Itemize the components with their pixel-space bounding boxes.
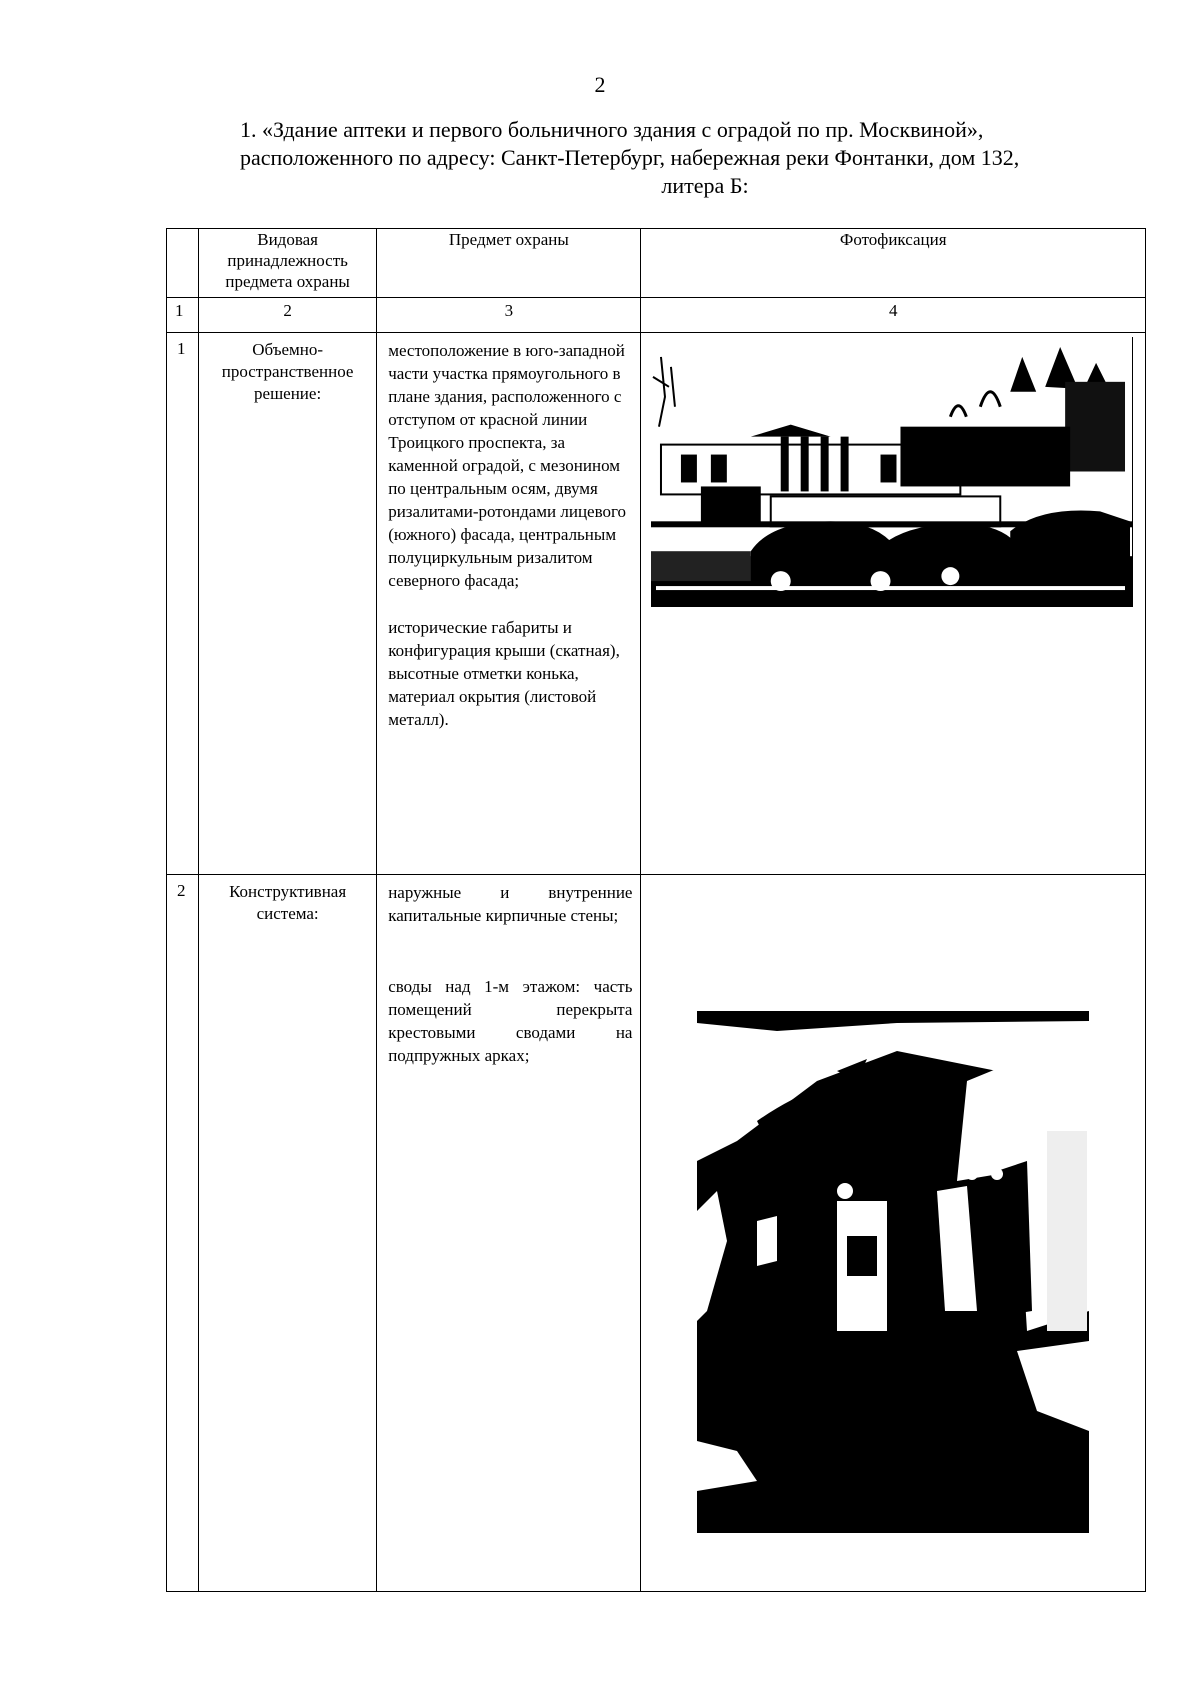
subject-paragraph: своды над 1-м этажом: часть помещений перекрыта крестовыми сводами на подпружных арках; xyxy=(388,977,633,1065)
row-subject xyxy=(377,333,641,875)
row-photo xyxy=(641,333,1146,875)
heading-line-1: 1. «Здание аптеки и первого больничного здания с оградой по пр. Москвиной», xyxy=(240,117,984,142)
row-kind: Конструктивная система: xyxy=(199,875,377,1592)
table-row xyxy=(167,875,1146,1592)
row-photo xyxy=(641,875,1146,1592)
column-number: 1 xyxy=(167,298,199,333)
table-header-row xyxy=(167,229,1146,298)
heading-line-3: литера Б: xyxy=(661,173,749,198)
header-col-subject: Предмет охраны xyxy=(377,229,641,298)
header-col-photo: Фотофиксация xyxy=(641,229,1146,298)
row-number: 2 xyxy=(167,875,199,1592)
document-heading xyxy=(240,116,1140,200)
row-number: 1 xyxy=(167,333,199,875)
protection-table xyxy=(166,228,1146,1592)
header-col-1 xyxy=(167,229,199,298)
column-number: 3 xyxy=(377,298,641,333)
row-subject xyxy=(377,875,641,1592)
subject-paragraph: местоположение в юго-западной части участка прямоугольного в плане здания, расположенного с отступом от красной линии Троицкого проспекта, за каменной оградой, с мезонином по центральным осям, двумя ризалитами-ротондами лицевого (южного) фасада, центральным полуциркульным ризалитом северного фасада; xyxy=(388,341,627,590)
page-number: 2 xyxy=(594,72,606,97)
heading-line-2: расположенного по адресу: Санкт-Петербург, набережная реки Фонтанки, дом 132, xyxy=(240,145,1020,170)
header-col-kind: Видовая принадлежность предмета охраны xyxy=(199,229,377,298)
vaulted-interior-photo xyxy=(697,1011,1089,1533)
row-kind: Объемно-пространственное решение: xyxy=(199,333,377,875)
building-exterior-photo xyxy=(651,337,1133,607)
column-number: 2 xyxy=(199,298,377,333)
column-number-row xyxy=(167,298,1146,333)
subject-paragraph: наружные и внутренние капитальные кирпичные стены; xyxy=(388,883,633,925)
column-number: 4 xyxy=(641,298,1146,333)
subject-paragraph: исторические габариты и конфигурация крыши (скатная), высотные отметки конька, материал окрытия (листовой металл). xyxy=(388,618,620,729)
table-row xyxy=(167,333,1146,875)
